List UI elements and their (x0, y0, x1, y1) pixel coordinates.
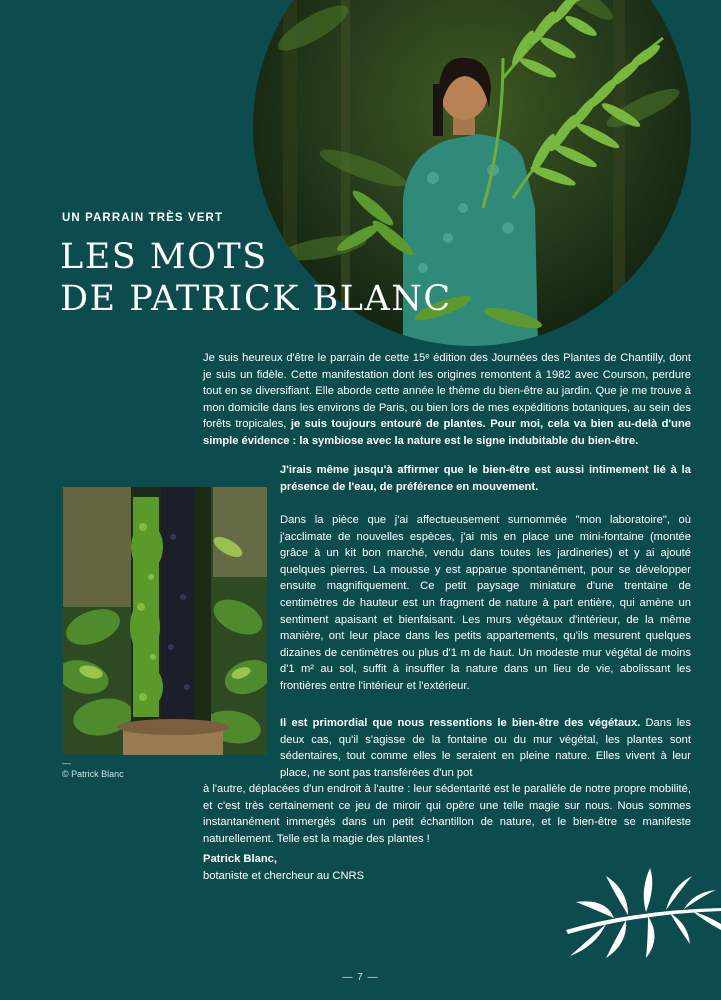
section-kicker: UN PARRAIN TRÈS VERT (62, 212, 224, 224)
body-paragraph-2 (280, 462, 691, 495)
page-title (60, 236, 452, 320)
body-paragraph-2-emphasis: J'irais même jusqu'à affirmer que le bien-être est aussi intimement lié à la présence de l'eau, de préférence en mouvement. (280, 464, 691, 493)
body-paragraph-5: à l'autre, déplacées d'un endroit à l'autre : leur sédentarité est le parallèle de notre propre mobilité, et c'est très certainement ce jeu de miroir qui opère une telle magie sur nous. Nous sommes instantanément immergés dans un petit échantillon de nature, et le bien-être se manifeste naturellement. Telle est la magie des plantes ! (203, 783, 691, 845)
page-title-line-2: DE PATRICK BLANC (60, 279, 452, 319)
body-paragraph-4-emphasis: Il est primordial que nous ressentions le bien-être des végétaux. (280, 717, 641, 729)
fountain-photo-art (63, 487, 267, 755)
body-paragraph-3: Dans la pièce que j'ai affectueusement surnommée "mon laboratoire", où j'acclimate de nouvelles espèces, j'ai mis en place une mini-fontaine (montée grâce à un kit bon marché, vendu dans toutes les jardineries) et y ai ajouté quelques pierres. La mousse y est apparue spontanément, pour se développer ensuite magnifiquement. Ce petit paysage miniature d'une trentaine de centimètres de hauteur est un fragment de nature à part entière, qui amène un sentiment apaisant et bienfaisant. Les murs végétaux d'intérieur, de la même manière, ont leur place dans les petits appartements, qu'ils mesurent quelques dizaines de centimètres ou plus d'1 m de haut. Un modeste mur végétal de moins d'1 m² au sol, suffit à insuffler la nature dans un lieu de vie, abolissant les frontières entre l'intérieur et l'extérieur. (280, 514, 691, 692)
signature-block (203, 851, 364, 884)
body-paragraph-1-text: Je suis heureux d'être le parrain de cette 15ᵉ édition des Journées des Plantes de Chantilly, dont je suis un fidèle. Cette manifestation dont les origines remontent à 1982 avec Courson, perdure tout en se diversifiant. Elle aborde cette année le thème du bien-être au jardin. Que je me trouve à mon domicile dans les environs de Paris, ou bien lors de mes expéditions botaniques, au sein des forêts tropicales, (203, 352, 691, 431)
photo-credit: © Patrick Blanc (62, 769, 124, 779)
signature-role: botaniste et chercheur au CNRS (203, 869, 365, 882)
signature-name: Patrick Blanc, (203, 853, 277, 865)
photo-caption-dash: — (62, 758, 71, 768)
body-paragraph-1-emphasis: je suis toujours entouré de plantes. Pour moi, cela va bien au-delà d'une simple évidence : la symbiose avec la nature est le signe indubitable du bien-être. (203, 418, 692, 447)
body-paragraph-4-text: Dans les deux cas, qu'il s'agisse de la fontaine ou du mur végétal, les plantes sont sédentaires, tout comme elles le seraient en pleine nature. Elles vivent à leur place, ne sont pas transférées d'un pot (280, 717, 692, 779)
page-number: — 7 — (342, 972, 379, 983)
body-paragraph-1 (203, 350, 691, 450)
body-paragraph-4 (280, 715, 691, 781)
page-title-line-1: LES MOTS (60, 237, 268, 277)
fountain-photo (63, 487, 267, 755)
leaf-branch-icon (566, 868, 721, 958)
